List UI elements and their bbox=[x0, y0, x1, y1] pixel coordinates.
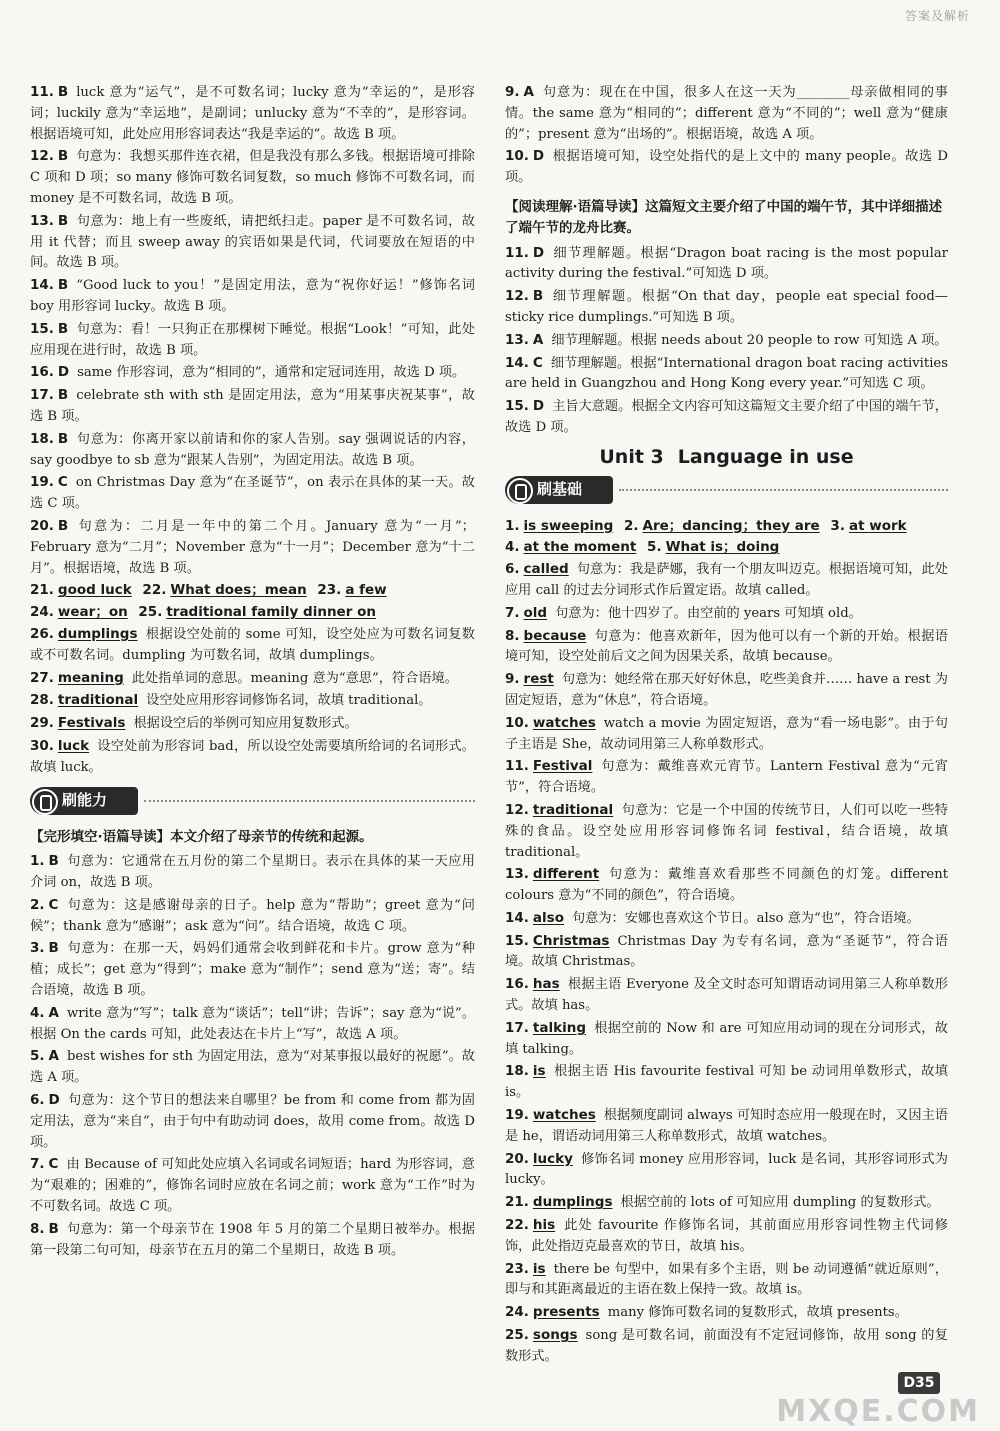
list-item: 16. D same 作形容词，意为“相同的”，通常和定冠词连用，故选 D 项。 bbox=[30, 364, 466, 381]
list-item: 26. dumplings 根据设空处前的 some 可知，设空处应为可数名词复数或不可数名词。dumpling 为可数名词，故填 dumplings。 bbox=[30, 625, 475, 663]
right-column bbox=[505, 82, 948, 1369]
list-item: 14. B “Good luck to you！”是固定用法，意为“祝你好运！”修饰名词 boy 用形容词 lucky。故选 B 项。 bbox=[30, 277, 475, 314]
watermark: MXQE.COM bbox=[776, 1394, 980, 1430]
list-item: 6. D 句意为：这个节日的想法来自哪里？be from 和 come from 都为固定用法，意为“来自”，由于句中有助动词 does，故用 come from。故选 D 项。 bbox=[30, 1092, 475, 1150]
passage-guide: 【完形填空·语篇导读】本文介绍了母亲节的传统和起源。 bbox=[30, 828, 373, 845]
answer-pair-row: 21. good luck 22. What does；mean 23. a few bbox=[30, 582, 387, 599]
list-item: 3. B 句意为：在那一天，妈妈们通常会收到鲜花和卡片。grow 意为“种植；成长”；get 意为“得到”；make 意为“制作”；send 意为“送；寄”。结合语境，故选 B 项。 bbox=[30, 940, 475, 999]
list-item: 14. also 句意为：安娜也喜欢这个节日。also 意为“也”，符合语境。 bbox=[505, 909, 920, 926]
list-item: 23. is there be 句型中，如果有多个主语，则 be 动词遵循“就近原则”，即与和其距离最近的主语在数上保持一致。故填 is。 bbox=[505, 1260, 948, 1298]
list-item: 4. A write 意为“写”；talk 意为“谈话”；tell“讲；告诉”；say 意为“说”。根据 On the cards 可知，此处表达在卡片上“写”，故选 A 项。 bbox=[30, 1004, 475, 1042]
list-item: 15. D 主旨大意题。根据全文内容可知这篇短文主要介绍了中国的端午节，故选 D 项。 bbox=[505, 398, 948, 435]
unit-heading: Unit 3 Language in use bbox=[599, 445, 854, 468]
right-part1 bbox=[505, 82, 948, 189]
divider bbox=[144, 800, 475, 802]
answer-pair-row: 4. at the moment 5. What is；doing bbox=[505, 539, 780, 556]
list-item: 12. traditional 句意为：它是一个中国的传统节日，人们可以吃一些特殊的食品。设空处应用形容词修饰名词 festival，结合语境，故填 traditional。 bbox=[505, 801, 948, 860]
list-item: 8. B 句意为：第一个母亲节在 1908 年 5 月的第二个星期日被举办。根据第一段第二句可知，母亲节在五月的第二个星期日，故选 B 项。 bbox=[30, 1220, 475, 1258]
section-badge: 刷能力 bbox=[30, 787, 138, 815]
list-item: 1. B 句意为：它通常在五月份的第二个星期日。表示在具体的某一天应用介词 on，故选 B 项。 bbox=[30, 853, 475, 891]
list-item: 27. meaning 此处指单词的意思。meaning 意为“意思”，符合语境。 bbox=[30, 669, 458, 686]
left-part3 bbox=[30, 851, 475, 1261]
brush-icon bbox=[507, 478, 533, 504]
right-part2 bbox=[505, 243, 948, 439]
list-item: 14. C 细节理解题。根据“International dragon boat racing activities are held in Guangzhou and Hong Kong every year.”可知选 C 项。 bbox=[505, 354, 948, 392]
list-item: 20. B 句意为：二月是一年中的第二个月。January 意为“一月”；February 意为“二月”；November 意为“十一月”；December 意为“十二月”。根据语境，故选 B 项。 bbox=[30, 517, 475, 576]
left-part1 bbox=[30, 82, 475, 579]
list-item: 22. his 此处 favourite 作修饰名词，其前面应用形容词性物主代词修饰，此处指迈克最喜欢的节日，故填 his。 bbox=[505, 1217, 948, 1254]
list-item: 25. songs song 是可数名词，前面没有不定冠词修饰，故用 song 的复数形式。 bbox=[505, 1327, 948, 1364]
list-item: 6. called 句意为：我是萨娜，我有一个朋友叫迈克。根据语境可知，此处应用 call 的过去分词形式作后置定语。故填 called。 bbox=[505, 561, 948, 598]
list-item: 19. watches 根据频度副词 always 可知时态应用一般现在时，又因主语是 he，谓语动词用第三人称单数形式，故填 watches。 bbox=[505, 1107, 948, 1144]
list-item: 9. A 句意为：现在在中国，很多人在这一天为________母亲做相同的事情。the same 意为“相同的”；different 意为“不同的”；well 意为“健康的”；present 意为“出场的”。根据语境，故选 A 项。 bbox=[505, 84, 948, 142]
page-header: 答案及解析 bbox=[904, 9, 970, 23]
list-item: 11. B luck 意为“运气”，是不可数名词；lucky 意为“幸运的”，是形容词；luckily 意为“幸运地”，是副词；unlucky 意为“不幸的”，是形容词。根据语境可知，此处应用形容词表达“我是幸运的”。故选 B 项。 bbox=[30, 84, 475, 142]
list-item: 13. B 句意为：地上有一些废纸，请把纸扫走。paper 是不可数名词，故用 it 代替；而且 sweep away 的宾语如果是代词，代词要放在短语的中间。故选 B 项。 bbox=[30, 212, 475, 271]
list-item: 13. A 细节理解题。根据 needs about 20 people to row 可知选 A 项。 bbox=[505, 331, 948, 348]
list-item: 18. B 句意为：你离开家以前请和你的家人告别。say 强调说话的内容，say goodbye to sb 意为“跟某人告别”，为固定用法。故选 B 项。 bbox=[30, 430, 475, 468]
list-item: 15. B 句意为：看！一只狗正在那棵树下睡觉。根据“Look！”可知，此处应用现在进行时，故选 B 项。 bbox=[30, 320, 475, 358]
list-item: 30. luck 设空处前为形容词 bad，所以设空处需要填所给词的名词形式。故填 luck。 bbox=[30, 737, 475, 775]
left-part2 bbox=[30, 624, 475, 779]
list-item: 13. different 句意为：戴维喜欢看那些不同颜色的灯笼。different colours 意为“不同的颜色”，符合语境。 bbox=[505, 866, 948, 904]
list-item: 10. D 根据语境可知，设空处指代的是上文中的 many people。故选 D 项。 bbox=[505, 148, 948, 186]
divider bbox=[619, 489, 948, 491]
list-item: 11. D 细节理解题。根据“Dragon boat racing is the most popular activity during the festival.”可知选 D 项。 bbox=[505, 244, 948, 282]
brush-icon bbox=[32, 789, 58, 815]
list-item: 20. lucky 修饰名词 money 应用形容词，luck 是名词，其形容词形式为 lucky。 bbox=[505, 1150, 948, 1188]
section-badge-bar bbox=[505, 474, 948, 508]
list-item: 17. talking 根据空前的 Now 和 are 可知应用动词的现在分词形式，故填 talking。 bbox=[505, 1019, 948, 1057]
list-item: 5. A best wishes for sth 为固定用法，意为“对某事报以最好的祝愿”。故选 A 项。 bbox=[30, 1048, 475, 1086]
list-item: 9. rest 句意为：她经常在那天好好休息，吃些美食并…… have a rest 为固定短语，意为“休息”，符合语境。 bbox=[505, 671, 948, 708]
list-item: 19. C on Christmas Day 意为“在圣诞节”，on 表示在具体的某一天。故选 C 项。 bbox=[30, 474, 475, 512]
list-item: 7. old 句意为：他十四岁了。由空前的 years 可知填 old。 bbox=[505, 604, 862, 621]
list-item: 16. has 根据主语 Everyone 及全文时态可知谓语动词用第三人称单数形式。故填 has。 bbox=[505, 976, 948, 1014]
left-column bbox=[30, 82, 475, 1262]
list-item: 18. is 根据主语 His favourite festival 可知 be 动词用单数形式，故填 is。 bbox=[505, 1063, 948, 1101]
answer-pair-row: 1. is sweeping 2. Are；dancing；they are 3. at work bbox=[505, 517, 907, 534]
list-item: 28. traditional 设空处应用形容词修饰名词，故填 traditional。 bbox=[30, 692, 432, 709]
section-badge: 刷基础 bbox=[505, 476, 613, 504]
list-item: 10. watches watch a movie 为固定短语，意为“看一场电影”。由于句子主语是 She，故动词用第三人称单数形式。 bbox=[505, 714, 948, 752]
list-item: 2. C 句意为：这是感谢母亲的日子。help 意为“帮助”；greet 意为“问候”；thank 意为“感谢”；ask 意为“问”。结合语境，故选 C 项。 bbox=[30, 896, 475, 934]
passage-guide: 【阅读理解·语篇导读】这篇短文主要介绍了中国的端午节，其中详细描述了端午节的龙舟比赛。 bbox=[505, 198, 943, 236]
page-number: D35 bbox=[898, 1372, 940, 1394]
list-item: 15. Christmas Christmas Day 为专有名词，意为“圣诞节”，符合语境。故填 Christmas。 bbox=[505, 932, 948, 970]
list-item: 8. because 句意为：他喜欢新年，因为他可以有一个新的开始。根据语境可知，设空处前后文之间为因果关系，故填 because。 bbox=[505, 627, 948, 665]
list-item: 12. B 细节理解题。根据“On that day，people eat special food—sticky rice dumplings.”可知选 B 项。 bbox=[505, 288, 948, 325]
list-item: 24. presents many 修饰可数名词的复数形式，故填 presents。 bbox=[505, 1304, 908, 1321]
list-item: 29. Festivals 根据设空后的举例可知应用复数形式。 bbox=[30, 715, 358, 732]
section-badge-bar bbox=[30, 785, 475, 819]
list-item: 12. B 句意为：我想买那件连衣裙，但是我没有那么多钱。根据语境可排除 C 项和 D 项；so many 修饰可数名词复数，so much 修饰不可数名词，而 money 是不可数名词，故选 B 项。 bbox=[30, 148, 475, 206]
right-part3 bbox=[505, 559, 948, 1367]
list-item: 7. C 由 Because of 可知此处应填入名词或名词短语；hard 为形容词，意为“艰难的；困难的”，修饰名词时应放在名词之前；work 意为“工作”时为不可数名词。故选 C 项。 bbox=[30, 1156, 475, 1215]
list-item: 21. dumplings 根据空前的 lots of 可知应用 dumpling 的复数形式。 bbox=[505, 1194, 940, 1211]
list-item: 17. B celebrate sth with sth 是固定用法，意为“用某事庆祝某事”，故选 B 项。 bbox=[30, 387, 475, 424]
list-item: 11. Festival 句意为：戴维喜欢元宵节。Lantern Festival 意为“元宵节”，符合语境。 bbox=[505, 758, 948, 796]
answer-pair-row: 24. wear；on 25. traditional family dinner on bbox=[30, 604, 376, 621]
